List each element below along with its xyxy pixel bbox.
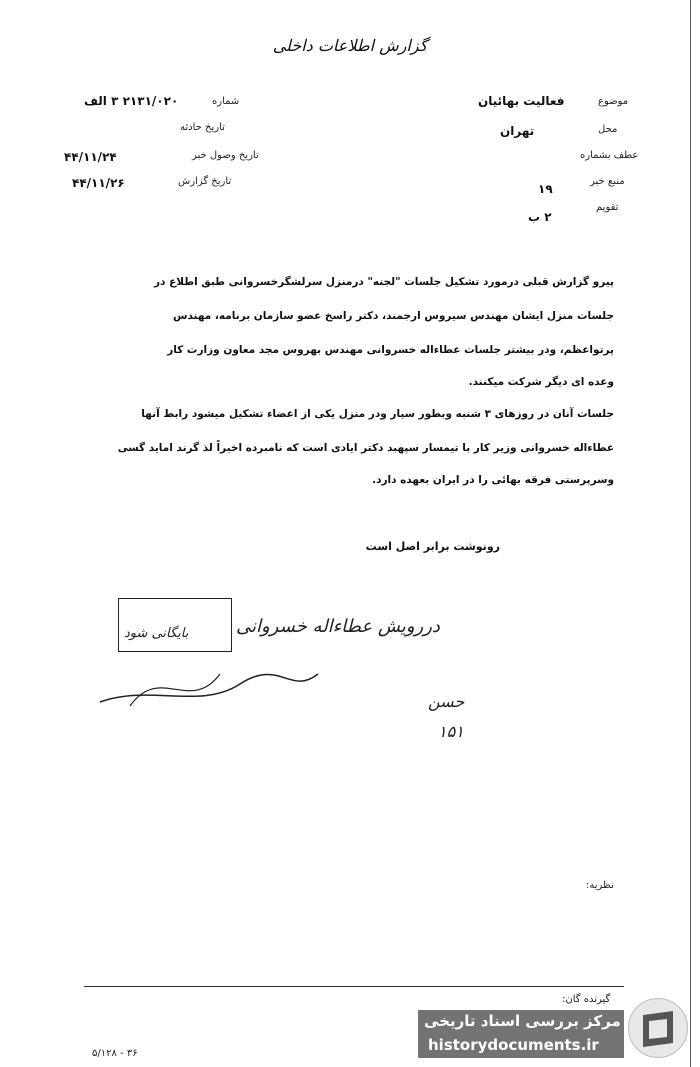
recipients-label: گیرنده گان: — [562, 994, 611, 1005]
incident-date-label: تاریخ حادثه — [180, 122, 225, 133]
place-value: تهران — [500, 124, 535, 138]
handwritten-number: ۱۵۱ — [438, 722, 464, 741]
watermark-name: مرکز بررسی اسناد تاریخی — [424, 1012, 621, 1030]
signature-scribble — [90, 644, 330, 714]
place-label: محل — [598, 124, 618, 135]
report-date-value: ۴۴/۱۱/۲۶ — [72, 176, 125, 190]
body-line: وعده ای دیگر شرکت میکنند. — [468, 376, 614, 388]
number-label: شماره — [212, 96, 240, 107]
body-line: جلسات منزل ایشان مهندس سیروس ارجمند، دکتر راسخ عضو سازمان برنامه، مهندس — [173, 310, 614, 322]
source-value: ۱۹ — [538, 182, 553, 196]
body-line: پرتواعظم، ودر بیشتر جلسات عطاءاله خسروانی مهندس بهروس مجد معاون وزارت کار — [167, 344, 614, 356]
page-edge — [690, 0, 691, 1067]
subject-label: موضوع — [598, 96, 629, 107]
rating-label: تقویم — [596, 202, 619, 213]
rating-value: ۲ ب — [528, 210, 552, 224]
copy-note: رونوشت برابر اصل است — [365, 540, 500, 553]
received-date-label: تاریخ وصول خبر — [192, 150, 259, 161]
watermark-logo-icon — [628, 998, 688, 1058]
following-label: عطف بشماره — [580, 150, 639, 161]
received-date-value: ۴۴/۱۱/۲۴ — [64, 150, 117, 164]
report-date-label: تاریخ گزارش — [178, 176, 232, 187]
footer-divider — [84, 986, 624, 987]
number-value: ۲۱۳۱/۰۲۰ ۳ الف — [84, 94, 179, 108]
footer-code: ۵/۱۲۸ - ۳۶ — [92, 1048, 138, 1059]
subject-value: فعالیت بهائیان — [478, 94, 565, 108]
body-line: عطاءاله خسروانی وزیر کار با تیمسار سپهبد دکتر ایادی است که نامبرده اخیراً لذ گرند اماید گسی — [117, 442, 614, 454]
watermark-url: historydocuments.ir — [428, 1036, 599, 1054]
handwritten-initials: حسن — [428, 692, 465, 711]
report-title: گزارش اطلاعات داخلی — [272, 36, 428, 55]
body-line: پیرو گزارش قبلی درمورد تشکیل جلسات "لجنه" درمنزل سرلشگرخسروانی طبق اطلاع در — [154, 276, 614, 288]
source-label: منبع خبر — [590, 176, 625, 187]
body-line: جلسات آنان در روزهای ۳ شنبه وبطور سیار ودر منزل یکی از اعضاء تشکیل میشود رابط آنها — [141, 408, 614, 420]
stamp-text: بایگانی شود — [124, 626, 189, 641]
body-line: وسرپرستی فرقه بهائی را در ایران بعهده دارد. — [372, 474, 614, 486]
opinion-label: نظریه: — [586, 880, 615, 891]
handwritten-note: دررویش عطاءاله خسروانی — [236, 616, 440, 637]
